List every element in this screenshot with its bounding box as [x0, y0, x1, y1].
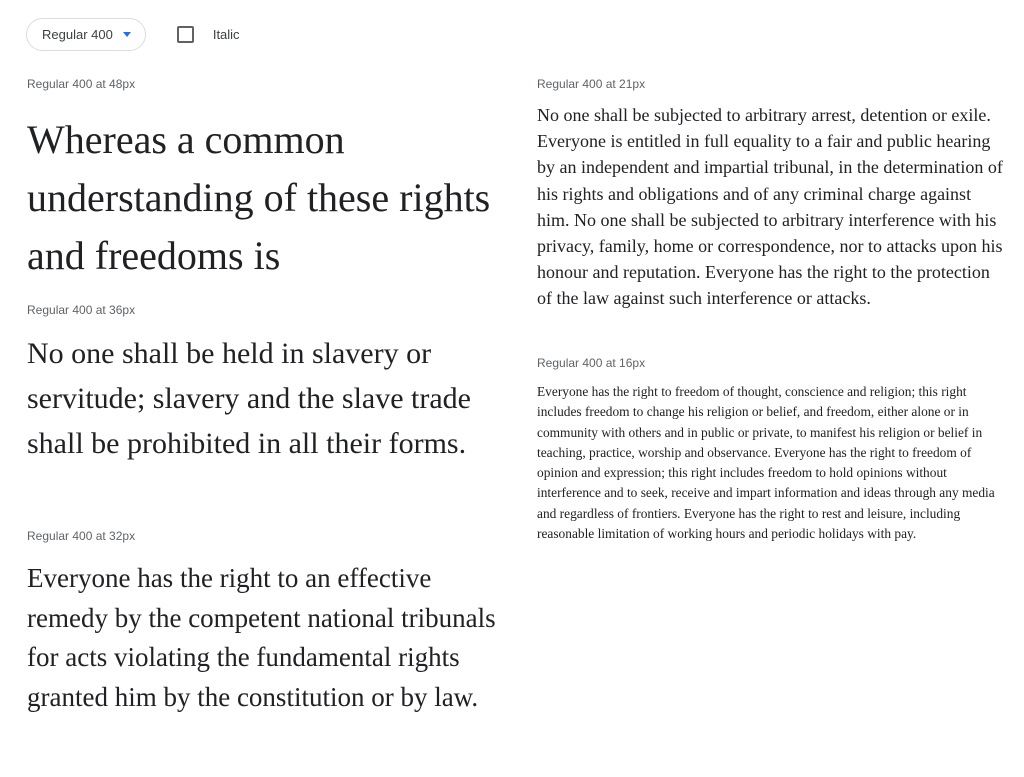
sample-text: No one shall be held in slavery or servitude; slavery and the slave trade shall be prohibited in all their forms.: [27, 337, 471, 460]
sample-caption: Regular 400 at 32px: [27, 529, 136, 543]
sample-text: Everyone has the right to freedom of thought, conscience and religion; this right includes freedom to change his religion or belief, and freedom, either alone or in community with others and in public or private, to manifest his religion or belief in teaching, practice, worship and observance. Everyone has the right to freedom of opinion and expression; this right includes freedom to hold opinions without interference and to seek, receive and impart information and ideas through any media and regardless of frontiers. Everyone has the right to rest and leisure, including reasonable limitation of working hours and periodic holidays with pay.: [537, 384, 995, 542]
sample-text: No one shall be subjected to arbitrary arrest, detention or exile. Everyone is entitled in full equality to a fair and public hearing by an independent and impartial tribunal, in the determination of his rights and obligations and of any criminal charge against him. No one shall be subjected to arbitrary interference with his privacy, family, home or correspondence, nor to attacks upon his honour and reputation. Everyone has the right to the protection of the law against such interference or attacks.: [537, 105, 1003, 309]
sample-caption: Regular 400 at 36px: [27, 303, 136, 317]
sample-36px: [27, 303, 507, 466]
sample-48px: [27, 77, 507, 285]
sample-caption: Regular 400 at 48px: [27, 77, 136, 91]
sample-32px: [27, 529, 507, 717]
chevron-down-icon: [123, 32, 131, 37]
italic-label: Italic: [212, 26, 240, 42]
sample-text: Whereas a common understanding of these rights and freedoms is: [27, 117, 491, 278]
sample-16px: [537, 356, 1007, 544]
sample-caption: Regular 400 at 21px: [537, 77, 646, 91]
checkbox-unchecked-icon[interactable]: [177, 26, 194, 43]
weight-select[interactable]: [26, 18, 146, 51]
weight-select-value: Regular 400: [42, 26, 113, 42]
sample-text: Everyone has the right to an effective remedy by the competent national tribunals for acts violating the fundamental rights granted him by the constitution or by law.: [27, 563, 496, 712]
italic-toggle[interactable]: [177, 26, 240, 43]
sample-21px: [537, 77, 1007, 312]
sample-caption: Regular 400 at 16px: [537, 356, 646, 370]
font-controls-toolbar: [26, 17, 240, 51]
